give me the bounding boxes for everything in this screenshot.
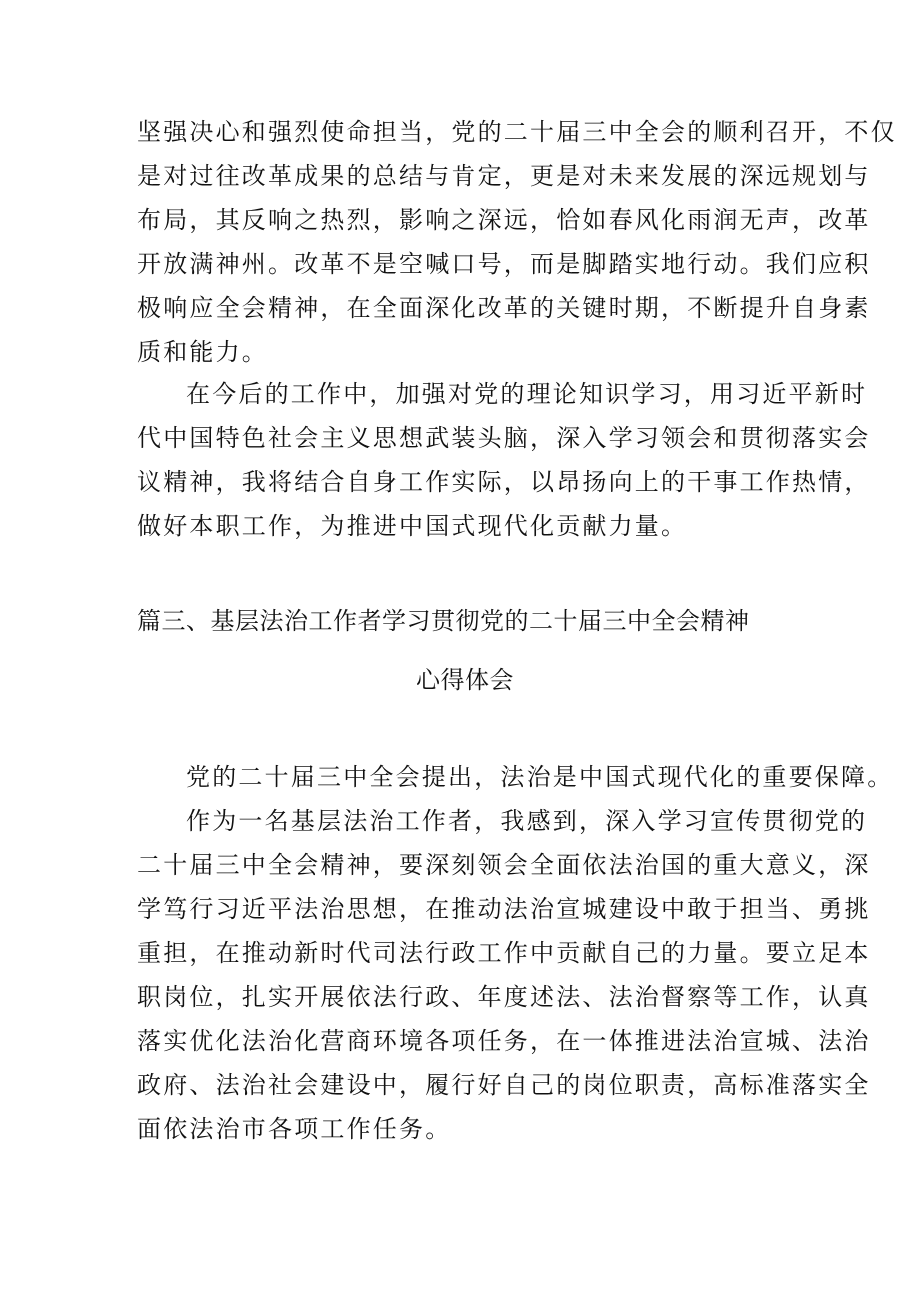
- paragraph-4-line-1: 作为一名基层法治工作者，我感到，深入学习宣传贯彻党的: [186, 807, 868, 835]
- paragraph-4-line-8: 面依法治市各项工作任务。: [137, 1115, 452, 1143]
- paragraph-2-line-2: 代中国特色社会主义思想武装头脑，深入学习领会和贯彻落实会: [137, 424, 871, 452]
- paragraph-4-line-3: 学笃行习近平法治思想，在推动法治宣城建设中敢于担当、勇挑: [137, 895, 871, 923]
- paragraph-1-line-6: 质和能力。: [137, 338, 268, 366]
- paragraph-1-line-1: 坚强决心和强烈使命担当，党的二十届三中全会的顺利召开，不仅: [137, 118, 897, 146]
- paragraph-1-line-4: 开放满神州。改革不是空喊口号，而是脚踏实地行动。我们应积: [137, 250, 871, 278]
- paragraph-1-line-3: 布局，其反响之热烈，影响之深远，恰如春风化雨润无声，改革: [137, 206, 871, 234]
- section-heading-line-1: 篇三、基层法治工作者学习贯彻党的二十届三中全会精神: [137, 607, 750, 635]
- paragraph-2-line-1: 在今后的工作中，加强对党的理论知识学习，用习近平新时: [186, 380, 868, 408]
- paragraph-2-line-4: 做好本职工作，为推进中国式现代化贡献力量。: [137, 512, 688, 540]
- paragraph-2-line-3: 议精神，我将结合自身工作实际，以昂扬向上的干事工作热情，: [137, 468, 871, 496]
- paragraph-4-line-7: 政府、法治社会建设中，履行好自己的岗位职责，高标准落实全: [137, 1071, 871, 1099]
- paragraph-3-line-1: 党的二十届三中全会提出，法治是中国式现代化的重要保障。: [186, 763, 894, 791]
- paragraph-4-line-6: 落实优化法治化营商环境各项任务，在一体推进法治宣城、法治: [137, 1027, 871, 1055]
- section-heading-line-2: 心得体会: [416, 666, 514, 694]
- paragraph-1-line-2: 是对过往改革成果的总结与肯定，更是对未来发展的深远规划与: [137, 162, 871, 190]
- paragraph-4-line-5: 职岗位，扎实开展依法行政、年度述法、法治督察等工作，认真: [137, 983, 871, 1011]
- paragraph-4-line-2: 二十届三中全会精神，要深刻领会全面依法治国的重大意义，深: [137, 851, 871, 879]
- paragraph-4-line-4: 重担，在推动新时代司法行政工作中贡献自己的力量。要立足本: [137, 939, 871, 967]
- paragraph-1-line-5: 极响应全会精神，在全面深化改革的关键时期，不断提升自身素: [137, 294, 871, 322]
